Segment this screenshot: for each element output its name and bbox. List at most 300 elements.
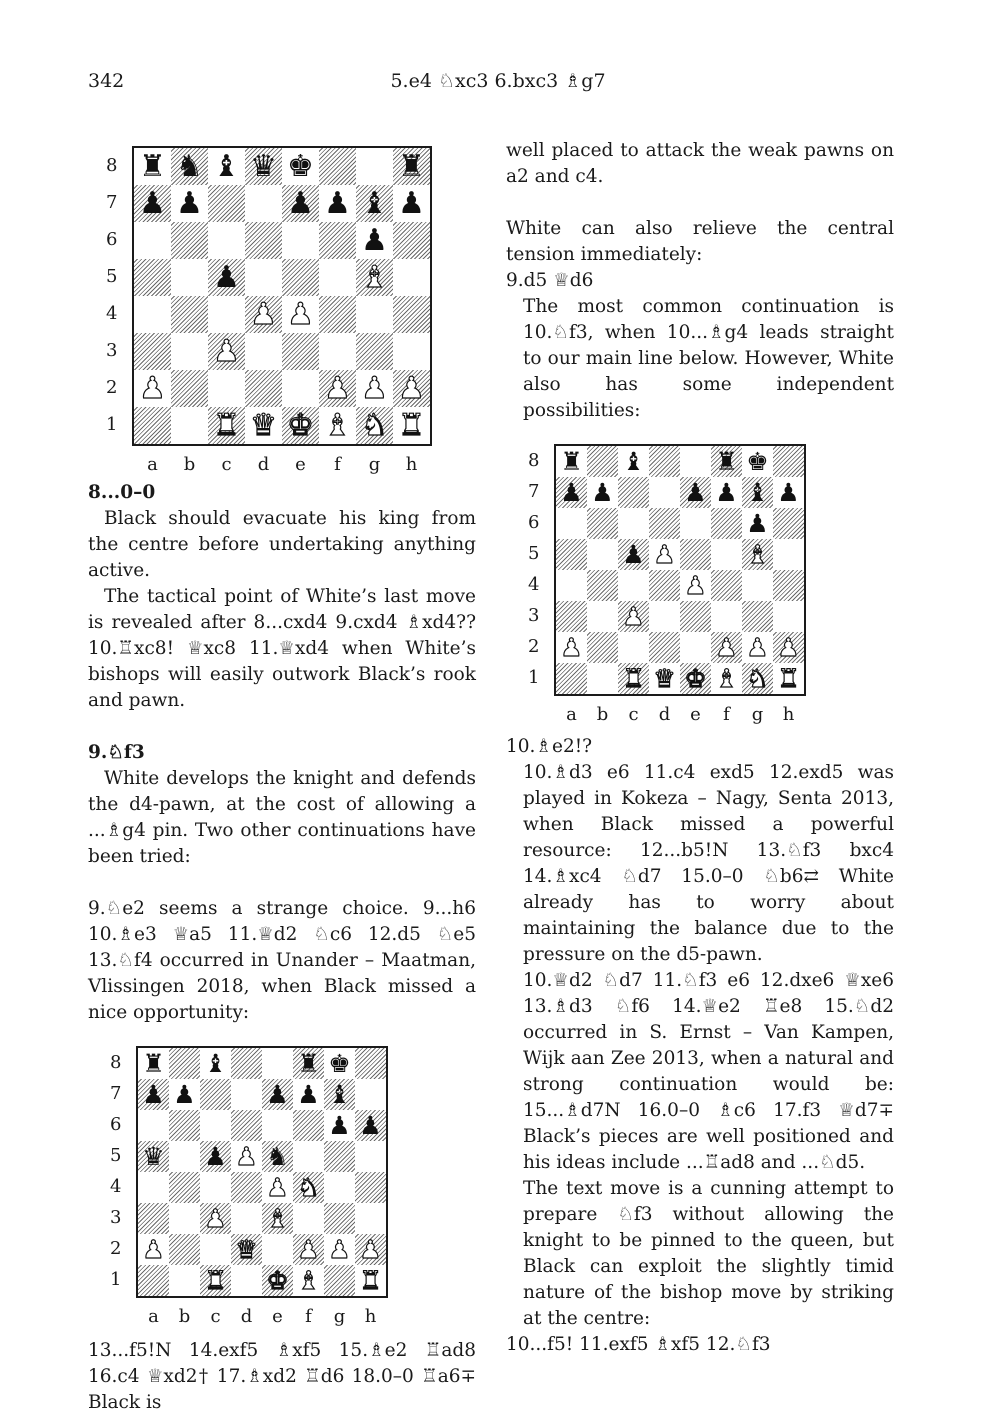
white-pawn-icon: ♟ bbox=[235, 1142, 258, 1171]
white-pawn-icon: ♟ bbox=[398, 370, 425, 406]
board-square-b6 bbox=[587, 508, 618, 539]
board-square-h1 bbox=[773, 663, 804, 694]
white-pawn-icon: ♟ bbox=[622, 602, 645, 631]
rank-label: 5 bbox=[106, 265, 118, 287]
board-square-g6 bbox=[356, 222, 393, 259]
white-pawn-icon: ♟ bbox=[213, 333, 240, 369]
chess-diagram-2 bbox=[506, 436, 894, 734]
board-square-g7 bbox=[356, 185, 393, 222]
board-square-f5 bbox=[319, 259, 356, 296]
board-square-d3 bbox=[649, 601, 680, 632]
white-pawn-icon: ♟ bbox=[250, 296, 277, 332]
board-square-d4 bbox=[649, 570, 680, 601]
move-line: 9.d5 ♕d6 bbox=[506, 270, 594, 291]
rank-label: 5 bbox=[110, 1144, 122, 1166]
black-pawn-icon: ♟ bbox=[591, 478, 614, 507]
board-square-d1 bbox=[231, 1265, 262, 1296]
file-label: h bbox=[405, 454, 418, 475]
black-pawn-icon: ♟ bbox=[297, 1080, 320, 1109]
black-pawn-icon: ♟ bbox=[139, 185, 166, 221]
rank-label: 4 bbox=[110, 1175, 122, 1197]
board-square-a2 bbox=[556, 632, 587, 663]
rank-label: 2 bbox=[106, 376, 118, 398]
white-pawn-icon: ♟ bbox=[324, 370, 351, 406]
white-pawn-icon: ♟ bbox=[359, 1235, 382, 1264]
board-square-c5 bbox=[618, 539, 649, 570]
file-label: g bbox=[368, 454, 381, 475]
white-rook-icon: ♜ bbox=[359, 1266, 382, 1295]
board-square-d7 bbox=[649, 477, 680, 508]
black-king-icon: ♚ bbox=[328, 1049, 351, 1078]
file-label: g bbox=[333, 1306, 346, 1327]
board-square-e3 bbox=[680, 601, 711, 632]
black-pawn-icon: ♟ bbox=[398, 185, 425, 221]
board-square-g5 bbox=[742, 539, 773, 570]
board-square-a1 bbox=[134, 407, 171, 444]
board-square-b6 bbox=[171, 222, 208, 259]
black-pawn-icon: ♟ bbox=[777, 478, 800, 507]
board-square-a6 bbox=[556, 508, 587, 539]
board-square-f6 bbox=[711, 508, 742, 539]
black-pawn-icon: ♟ bbox=[746, 509, 769, 538]
board-square-f7 bbox=[319, 185, 356, 222]
file-labels bbox=[134, 452, 430, 478]
board-square-d5 bbox=[231, 1141, 262, 1172]
white-rook-icon: ♜ bbox=[622, 664, 645, 693]
file-label: d bbox=[658, 704, 671, 725]
paragraph: The text move is a cunning attempt to prepare ♘f3 without allowing the knight to be pinned to the queen, but Black can exploit the slightly timid nature of the bishop move by striking at the centre: bbox=[523, 1178, 894, 1329]
left-column bbox=[88, 138, 476, 1416]
move-line: 10.♗e2!? bbox=[506, 736, 593, 757]
chess-diagram-3 bbox=[88, 1038, 476, 1338]
board-square-f5 bbox=[293, 1141, 324, 1172]
board-square-c2 bbox=[618, 632, 649, 663]
board-square-g4 bbox=[356, 296, 393, 333]
board-square-c5 bbox=[200, 1141, 231, 1172]
file-label: h bbox=[782, 704, 795, 725]
board-square-b3 bbox=[171, 333, 208, 370]
black-pawn-icon: ♟ bbox=[142, 1080, 165, 1109]
rank-label: 8 bbox=[110, 1051, 122, 1073]
board-square-f1 bbox=[293, 1265, 324, 1296]
board-square-e7 bbox=[282, 185, 319, 222]
board-square-f5 bbox=[711, 539, 742, 570]
board-square-e1 bbox=[680, 663, 711, 694]
file-label: f bbox=[723, 704, 730, 725]
board-square-h5 bbox=[773, 539, 804, 570]
chess-diagram-1 bbox=[88, 138, 476, 480]
white-bishop-icon: ♝ bbox=[297, 1266, 320, 1295]
white-queen-icon: ♛ bbox=[235, 1235, 258, 1264]
board-square-h8 bbox=[773, 446, 804, 477]
board-square-f7 bbox=[711, 477, 742, 508]
rank-label: 3 bbox=[110, 1206, 122, 1228]
board-square-c3 bbox=[618, 601, 649, 632]
board-square-b5 bbox=[171, 259, 208, 296]
board-square-g5 bbox=[324, 1141, 355, 1172]
board-square-c8 bbox=[618, 446, 649, 477]
board-square-a5 bbox=[134, 259, 171, 296]
board-square-h6 bbox=[393, 222, 430, 259]
black-rook-icon: ♜ bbox=[142, 1049, 165, 1078]
board-square-b4 bbox=[169, 1172, 200, 1203]
board-square-a5 bbox=[138, 1141, 169, 1172]
board-square-h8 bbox=[393, 148, 430, 185]
black-pawn-icon: ♟ bbox=[266, 1080, 289, 1109]
white-king-icon: ♚ bbox=[287, 407, 314, 443]
board-square-a2 bbox=[138, 1234, 169, 1265]
board-square-f1 bbox=[319, 407, 356, 444]
board-square-f8 bbox=[319, 148, 356, 185]
board-square-c6 bbox=[200, 1110, 231, 1141]
black-knight-icon: ♞ bbox=[176, 148, 203, 184]
black-queen-icon: ♛ bbox=[250, 148, 277, 184]
black-pawn-icon: ♟ bbox=[328, 1111, 351, 1140]
file-labels bbox=[138, 1304, 386, 1330]
white-bishop-icon: ♝ bbox=[324, 407, 351, 443]
board-square-b7 bbox=[587, 477, 618, 508]
board-square-b8 bbox=[169, 1048, 200, 1079]
white-bishop-icon: ♝ bbox=[266, 1204, 289, 1233]
board-square-g1 bbox=[742, 663, 773, 694]
rank-label: 4 bbox=[528, 573, 540, 595]
board-square-e4 bbox=[680, 570, 711, 601]
black-bishop-icon: ♝ bbox=[622, 447, 645, 476]
black-bishop-icon: ♝ bbox=[746, 478, 769, 507]
board-square-h3 bbox=[393, 333, 430, 370]
board-square-c6 bbox=[208, 222, 245, 259]
file-label: b bbox=[183, 454, 196, 475]
board-square-a4 bbox=[134, 296, 171, 333]
rank-label: 1 bbox=[106, 413, 118, 435]
black-pawn-icon: ♟ bbox=[204, 1142, 227, 1171]
file-label: c bbox=[628, 704, 639, 725]
board-square-b5 bbox=[587, 539, 618, 570]
black-pawn-icon: ♟ bbox=[359, 1111, 382, 1140]
board-square-a6 bbox=[138, 1110, 169, 1141]
file-label: g bbox=[751, 704, 764, 725]
board-square-d8 bbox=[245, 148, 282, 185]
rank-label: 8 bbox=[528, 449, 540, 471]
white-rook-icon: ♜ bbox=[213, 407, 240, 443]
board-square-c8 bbox=[208, 148, 245, 185]
board-square-h5 bbox=[355, 1141, 386, 1172]
paragraph: White can also relieve the central tension immediately: bbox=[506, 218, 894, 265]
white-bishop-icon: ♝ bbox=[746, 540, 769, 569]
black-pawn-icon: ♟ bbox=[622, 540, 645, 569]
white-pawn-icon: ♟ bbox=[777, 633, 800, 662]
file-label: b bbox=[596, 704, 609, 725]
black-pawn-icon: ♟ bbox=[560, 478, 583, 507]
board-square-b8 bbox=[587, 446, 618, 477]
board-square-e4 bbox=[282, 296, 319, 333]
right-column bbox=[506, 138, 894, 1358]
black-pawn-icon: ♟ bbox=[684, 478, 707, 507]
board-square-e2 bbox=[680, 632, 711, 663]
board-square-h2 bbox=[355, 1234, 386, 1265]
board-square-f4 bbox=[293, 1172, 324, 1203]
board-square-e5 bbox=[282, 259, 319, 296]
board-square-d3 bbox=[231, 1203, 262, 1234]
board-square-a8 bbox=[556, 446, 587, 477]
board-square-h1 bbox=[355, 1265, 386, 1296]
white-pawn-icon: ♟ bbox=[560, 633, 583, 662]
board-square-a5 bbox=[556, 539, 587, 570]
file-label: a bbox=[566, 704, 577, 725]
board-square-g3 bbox=[742, 601, 773, 632]
board-square-f2 bbox=[319, 370, 356, 407]
board-square-a4 bbox=[556, 570, 587, 601]
file-label: b bbox=[178, 1306, 191, 1327]
file-label: f bbox=[305, 1306, 312, 1327]
board-square-c7 bbox=[208, 185, 245, 222]
black-king-icon: ♚ bbox=[746, 447, 769, 476]
board-square-b4 bbox=[587, 570, 618, 601]
black-pawn-icon: ♟ bbox=[287, 185, 314, 221]
board-square-d2 bbox=[649, 632, 680, 663]
board-square-e1 bbox=[262, 1265, 293, 1296]
board-square-d7 bbox=[245, 185, 282, 222]
paragraph: The tactical point of White’s last move is revealed after 8...cxd4 9.cxd4 ♗xd4?? 10.♖xc8! ♕xc8 11.♕xd4 when White’s bishops will easily outwork Black’s rook and pawn. bbox=[88, 586, 476, 711]
board-square-e5 bbox=[262, 1141, 293, 1172]
board-square-e7 bbox=[262, 1079, 293, 1110]
board-square-h7 bbox=[393, 185, 430, 222]
file-label: a bbox=[148, 1306, 159, 1327]
black-rook-icon: ♜ bbox=[139, 148, 166, 184]
board-square-f3 bbox=[319, 333, 356, 370]
board-square-d4 bbox=[245, 296, 282, 333]
file-label: e bbox=[272, 1306, 283, 1327]
black-pawn-icon: ♟ bbox=[173, 1080, 196, 1109]
board-square-f3 bbox=[293, 1203, 324, 1234]
board-square-f6 bbox=[293, 1110, 324, 1141]
white-pawn-icon: ♟ bbox=[287, 296, 314, 332]
board-square-c6 bbox=[618, 508, 649, 539]
board-square-b6 bbox=[169, 1110, 200, 1141]
board-square-h5 bbox=[393, 259, 430, 296]
board-square-d2 bbox=[245, 370, 282, 407]
white-knight-icon: ♞ bbox=[746, 664, 769, 693]
black-bishop-icon: ♝ bbox=[204, 1049, 227, 1078]
board-square-h4 bbox=[773, 570, 804, 601]
board-square-e8 bbox=[282, 148, 319, 185]
white-rook-icon: ♜ bbox=[398, 407, 425, 443]
paragraph: 13...f5!N 14.exf5 ♗xf5 15.♗e2 ♖ad8 16.c4 ♕xd2† 17.♗xd2 ♖d6 18.0–0 ♖a6∓ Black is bbox=[88, 1340, 476, 1413]
board-square-a1 bbox=[138, 1265, 169, 1296]
board-square-b3 bbox=[587, 601, 618, 632]
paragraph: The most common continuation is 10.♘f3, when 10...♗g4 leads straight to our main line below. However, White also has some independent possibilities: bbox=[523, 296, 894, 421]
board-square-b7 bbox=[171, 185, 208, 222]
running-head: 5.e4 ♘xc3 6.bxc3 ♗g7 bbox=[390, 70, 606, 92]
white-king-icon: ♚ bbox=[684, 664, 707, 693]
board-square-e1 bbox=[282, 407, 319, 444]
board-square-h6 bbox=[355, 1110, 386, 1141]
board-square-h2 bbox=[393, 370, 430, 407]
board-square-a7 bbox=[138, 1079, 169, 1110]
board-square-e2 bbox=[262, 1234, 293, 1265]
board-square-a6 bbox=[134, 222, 171, 259]
rank-label: 6 bbox=[528, 511, 540, 533]
board-square-c3 bbox=[200, 1203, 231, 1234]
board-square-e6 bbox=[680, 508, 711, 539]
board-square-c7 bbox=[200, 1079, 231, 1110]
paragraph: 9.♘e2 seems a strange choice. 9...h6 10.♗e3 ♕a5 11.♕d2 ♘c6 12.d5 ♘e5 13.♘f4 occurred in Unander – Maatman, Vlissingen 2018, when Black missed a nice opportunity: bbox=[88, 898, 476, 1023]
board-square-e6 bbox=[262, 1110, 293, 1141]
board-square-c3 bbox=[208, 333, 245, 370]
white-pawn-icon: ♟ bbox=[142, 1235, 165, 1264]
board-square-e3 bbox=[262, 1203, 293, 1234]
board-square-c2 bbox=[200, 1234, 231, 1265]
rank-label: 6 bbox=[106, 228, 118, 250]
white-rook-icon: ♜ bbox=[777, 664, 800, 693]
board-square-g3 bbox=[356, 333, 393, 370]
white-pawn-icon: ♟ bbox=[204, 1204, 227, 1233]
board-square-b2 bbox=[587, 632, 618, 663]
black-pawn-icon: ♟ bbox=[361, 222, 388, 258]
file-label: c bbox=[221, 454, 232, 475]
file-label: c bbox=[210, 1306, 221, 1327]
board-square-f4 bbox=[711, 570, 742, 601]
board-square-d6 bbox=[245, 222, 282, 259]
board-square-d6 bbox=[649, 508, 680, 539]
white-bishop-icon: ♝ bbox=[361, 259, 388, 295]
board-square-h4 bbox=[393, 296, 430, 333]
black-rook-icon: ♜ bbox=[398, 148, 425, 184]
rank-label: 8 bbox=[106, 154, 118, 176]
board-square-h7 bbox=[773, 477, 804, 508]
board-square-g2 bbox=[742, 632, 773, 663]
board-square-a7 bbox=[134, 185, 171, 222]
board-square-c4 bbox=[208, 296, 245, 333]
board-square-h3 bbox=[355, 1203, 386, 1234]
paragraph: 10.♗d3 e6 11.c4 exd5 12.exd5 was played in Kokeza – Nagy, Senta 2013, when Black missed a powerful resource: 12...b5!N 13.♘f3 bxc4 14.♗xc4 ♘d7 15.0–0 ♘b6⇄ White already has to worry about maintaining the balance due to the pressure on the d5-pawn. bbox=[523, 762, 894, 965]
file-labels bbox=[556, 702, 804, 728]
board-square-e5 bbox=[680, 539, 711, 570]
board-square-g6 bbox=[324, 1110, 355, 1141]
board-square-a8 bbox=[134, 148, 171, 185]
black-queen-icon: ♛ bbox=[142, 1142, 165, 1171]
board-square-a3 bbox=[134, 333, 171, 370]
board-square-g6 bbox=[742, 508, 773, 539]
board-square-b1 bbox=[171, 407, 208, 444]
move-heading: 8...0–0 bbox=[88, 482, 156, 503]
board-square-g8 bbox=[356, 148, 393, 185]
board-square-d8 bbox=[231, 1048, 262, 1079]
board-square-e2 bbox=[282, 370, 319, 407]
white-queen-icon: ♛ bbox=[250, 407, 277, 443]
board-square-g8 bbox=[742, 446, 773, 477]
board-square-f3 bbox=[711, 601, 742, 632]
rank-label: 7 bbox=[528, 480, 540, 502]
board-square-a1 bbox=[556, 663, 587, 694]
board-square-e3 bbox=[282, 333, 319, 370]
file-label: d bbox=[257, 454, 270, 475]
black-rook-icon: ♜ bbox=[297, 1049, 320, 1078]
board-square-b7 bbox=[169, 1079, 200, 1110]
black-pawn-icon: ♟ bbox=[715, 478, 738, 507]
board-square-a7 bbox=[556, 477, 587, 508]
board-square-b1 bbox=[169, 1265, 200, 1296]
black-bishop-icon: ♝ bbox=[361, 185, 388, 221]
move-heading: 9.♘f3 bbox=[88, 742, 145, 763]
white-pawn-icon: ♟ bbox=[361, 370, 388, 406]
black-bishop-icon: ♝ bbox=[213, 148, 240, 184]
board-square-b8 bbox=[171, 148, 208, 185]
file-label: a bbox=[147, 454, 158, 475]
board-square-h2 bbox=[773, 632, 804, 663]
board-square-b3 bbox=[169, 1203, 200, 1234]
board-square-g3 bbox=[324, 1203, 355, 1234]
white-knight-icon: ♞ bbox=[361, 407, 388, 443]
board-square-b2 bbox=[169, 1234, 200, 1265]
chess-board bbox=[132, 146, 432, 446]
rank-label: 1 bbox=[110, 1268, 122, 1290]
white-knight-icon: ♞ bbox=[297, 1173, 320, 1202]
black-pawn-icon: ♟ bbox=[213, 259, 240, 295]
board-square-h3 bbox=[773, 601, 804, 632]
board-square-a3 bbox=[138, 1203, 169, 1234]
board-square-d1 bbox=[649, 663, 680, 694]
board-square-f1 bbox=[711, 663, 742, 694]
rank-label: 5 bbox=[528, 542, 540, 564]
white-pawn-icon: ♟ bbox=[653, 540, 676, 569]
rank-label: 6 bbox=[110, 1113, 122, 1135]
board-square-b4 bbox=[171, 296, 208, 333]
board-square-g1 bbox=[356, 407, 393, 444]
board-square-h6 bbox=[773, 508, 804, 539]
board-square-d6 bbox=[231, 1110, 262, 1141]
white-pawn-icon: ♟ bbox=[328, 1235, 351, 1264]
board-square-a3 bbox=[556, 601, 587, 632]
board-square-d5 bbox=[245, 259, 282, 296]
board-square-f2 bbox=[293, 1234, 324, 1265]
black-rook-icon: ♜ bbox=[560, 447, 583, 476]
board-square-g4 bbox=[324, 1172, 355, 1203]
board-square-a2 bbox=[134, 370, 171, 407]
board-square-h8 bbox=[355, 1048, 386, 1079]
board-square-e6 bbox=[282, 222, 319, 259]
paragraph: Black should evacuate his king from the centre before undertaking anything active. bbox=[88, 508, 476, 581]
page-number: 342 bbox=[88, 70, 125, 92]
file-label: e bbox=[690, 704, 701, 725]
white-bishop-icon: ♝ bbox=[715, 664, 738, 693]
board-square-g7 bbox=[324, 1079, 355, 1110]
white-king-icon: ♚ bbox=[266, 1266, 289, 1295]
white-pawn-icon: ♟ bbox=[139, 370, 166, 406]
board-square-c4 bbox=[618, 570, 649, 601]
rank-label: 4 bbox=[106, 302, 118, 324]
board-square-d5 bbox=[649, 539, 680, 570]
file-label: d bbox=[240, 1306, 253, 1327]
file-label: e bbox=[295, 454, 306, 475]
file-label: f bbox=[334, 454, 341, 475]
board-square-c5 bbox=[208, 259, 245, 296]
white-pawn-icon: ♟ bbox=[746, 633, 769, 662]
board-square-c1 bbox=[208, 407, 245, 444]
board-square-f7 bbox=[293, 1079, 324, 1110]
rank-label: 7 bbox=[106, 191, 118, 213]
board-square-e7 bbox=[680, 477, 711, 508]
rank-label: 3 bbox=[106, 339, 118, 361]
black-king-icon: ♚ bbox=[287, 148, 314, 184]
board-square-g2 bbox=[356, 370, 393, 407]
board-square-f2 bbox=[711, 632, 742, 663]
black-knight-icon: ♞ bbox=[266, 1142, 289, 1171]
board-square-h1 bbox=[393, 407, 430, 444]
rank-label: 7 bbox=[110, 1082, 122, 1104]
board-square-g7 bbox=[742, 477, 773, 508]
board-square-d4 bbox=[231, 1172, 262, 1203]
